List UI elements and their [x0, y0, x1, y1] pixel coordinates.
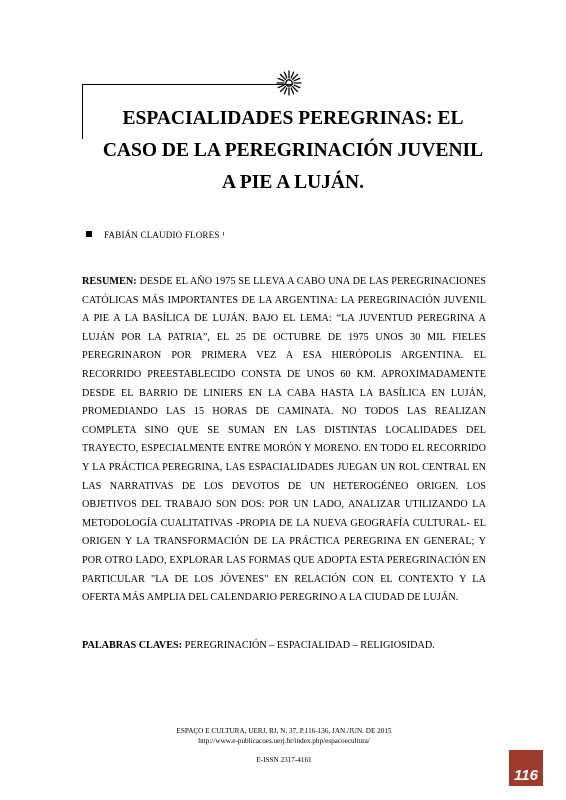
abstract-paragraph [82, 273, 486, 608]
keywords-label: PALABRAS CLAVES: [82, 640, 183, 651]
abstract-label: RESUMEN: [82, 276, 137, 287]
title-line-2: CASO DE LA PEREGRINACIÓN JUVENIL [102, 140, 484, 161]
title-line-1: ESPACIALIDADES PEREGRINAS: EL [122, 108, 464, 129]
abstract-text: DESDE EL AÑO 1975 SE LLEVA A CABO UNA DE LAS PEREGRINACIONES CATÓLICAS MÁS IMPORTANTES DE LA ARGENTINA: LA PEREGRINACIÓN JUVENIL A PIE A LA BASÍLICA DE LUJÁN. BAJO EL LEMA: “LA JUVENTUD PEREGRINA A LUJÁN POR LA PATRIA”, EL 25 DE OCTUBRE DE 1975 UNOS 30 MIL FIELES PEREGRINARON POR PRIMERA VEZ A ESA HIERÓPOLIS ARGENTINA. EL RECORRIDO PREESTABLECIDO CONSTA DE UNOS 60 KM. APROXIMADAMENTE DESDE EL BARRIO DE LINIERS EN LA CABA HASTA LA BASÍLICA EN LUJÁN, PROMEDIANDO LAS 15 HORAS DE CAMINATA. NO TODOS LAS REALIZAN COMPLETA SINO QUE SE SUMAN EN LAS DISTINTAS LOCALIDADES DEL TRAYECTO, ESPECIALMENTE ENTRE MORÓN Y MORENO. EN TODO EL RECORRIDO Y LA PRÁCTICA PEREGRINA, LAS ESPACIALIDADES JUEGAN UN ROL CENTRAL EN LAS NARRATIVAS DE LOS DEVOTOS DE UN HETEROGÉNEO ORIGEN. LOS OBJETIVOS DEL TRABAJO SON DOS: POR UN LADO, ANALIZAR UTILIZANDO LA METODOLOGÍA CUALITATIVAS -PROPIA DE LA NUEVA GEOGRAFÍA CULTURAL- EL ORIGEN Y LA TRANSFORMACIÓN DE LA PRÁCTICA PEREGRINA EN GENERAL; Y POR OTRO LADO, EXPLORAR LAS FORMAS QUE ADOPTA ESTA PEREGRINACIÓN EN PARTICULAR "LA DE LOS JÓVENES" EN RELACIÓN CON EL CONTEXTO Y LA OFERTA MÁS AMPLIA DEL CALENDARIO PEREGRINO A LA CIUDAD DE LUJÁN. [82, 276, 486, 604]
author-name: FABIÁN CLAUDIO FLORES ¹ [104, 230, 225, 240]
square-bullet-icon [86, 231, 92, 237]
keywords-text: PEREGRINACIÓN – ESPACIALIDAD – RELIGIOSIDAD. [182, 640, 435, 651]
page-number: 116 [514, 767, 538, 784]
journal-url-link[interactable]: http://www.e-publicacoes.uerj.br/index.php/espacoecultura/ [198, 737, 370, 745]
keywords-paragraph [82, 637, 486, 655]
title-line-3: A PIE A LUJÁN. [222, 172, 364, 193]
author-line [86, 230, 225, 240]
page-number-badge [509, 750, 543, 786]
issn-line: E-ISSN 2317-4161 [256, 756, 312, 764]
article-title [70, 103, 516, 199]
journal-citation: ESPAÇO E CULTURA, UERJ, RJ, N. 37, P.116-136, JAN./JUN. DE 2015 [176, 727, 392, 735]
journal-footer [82, 726, 486, 746]
